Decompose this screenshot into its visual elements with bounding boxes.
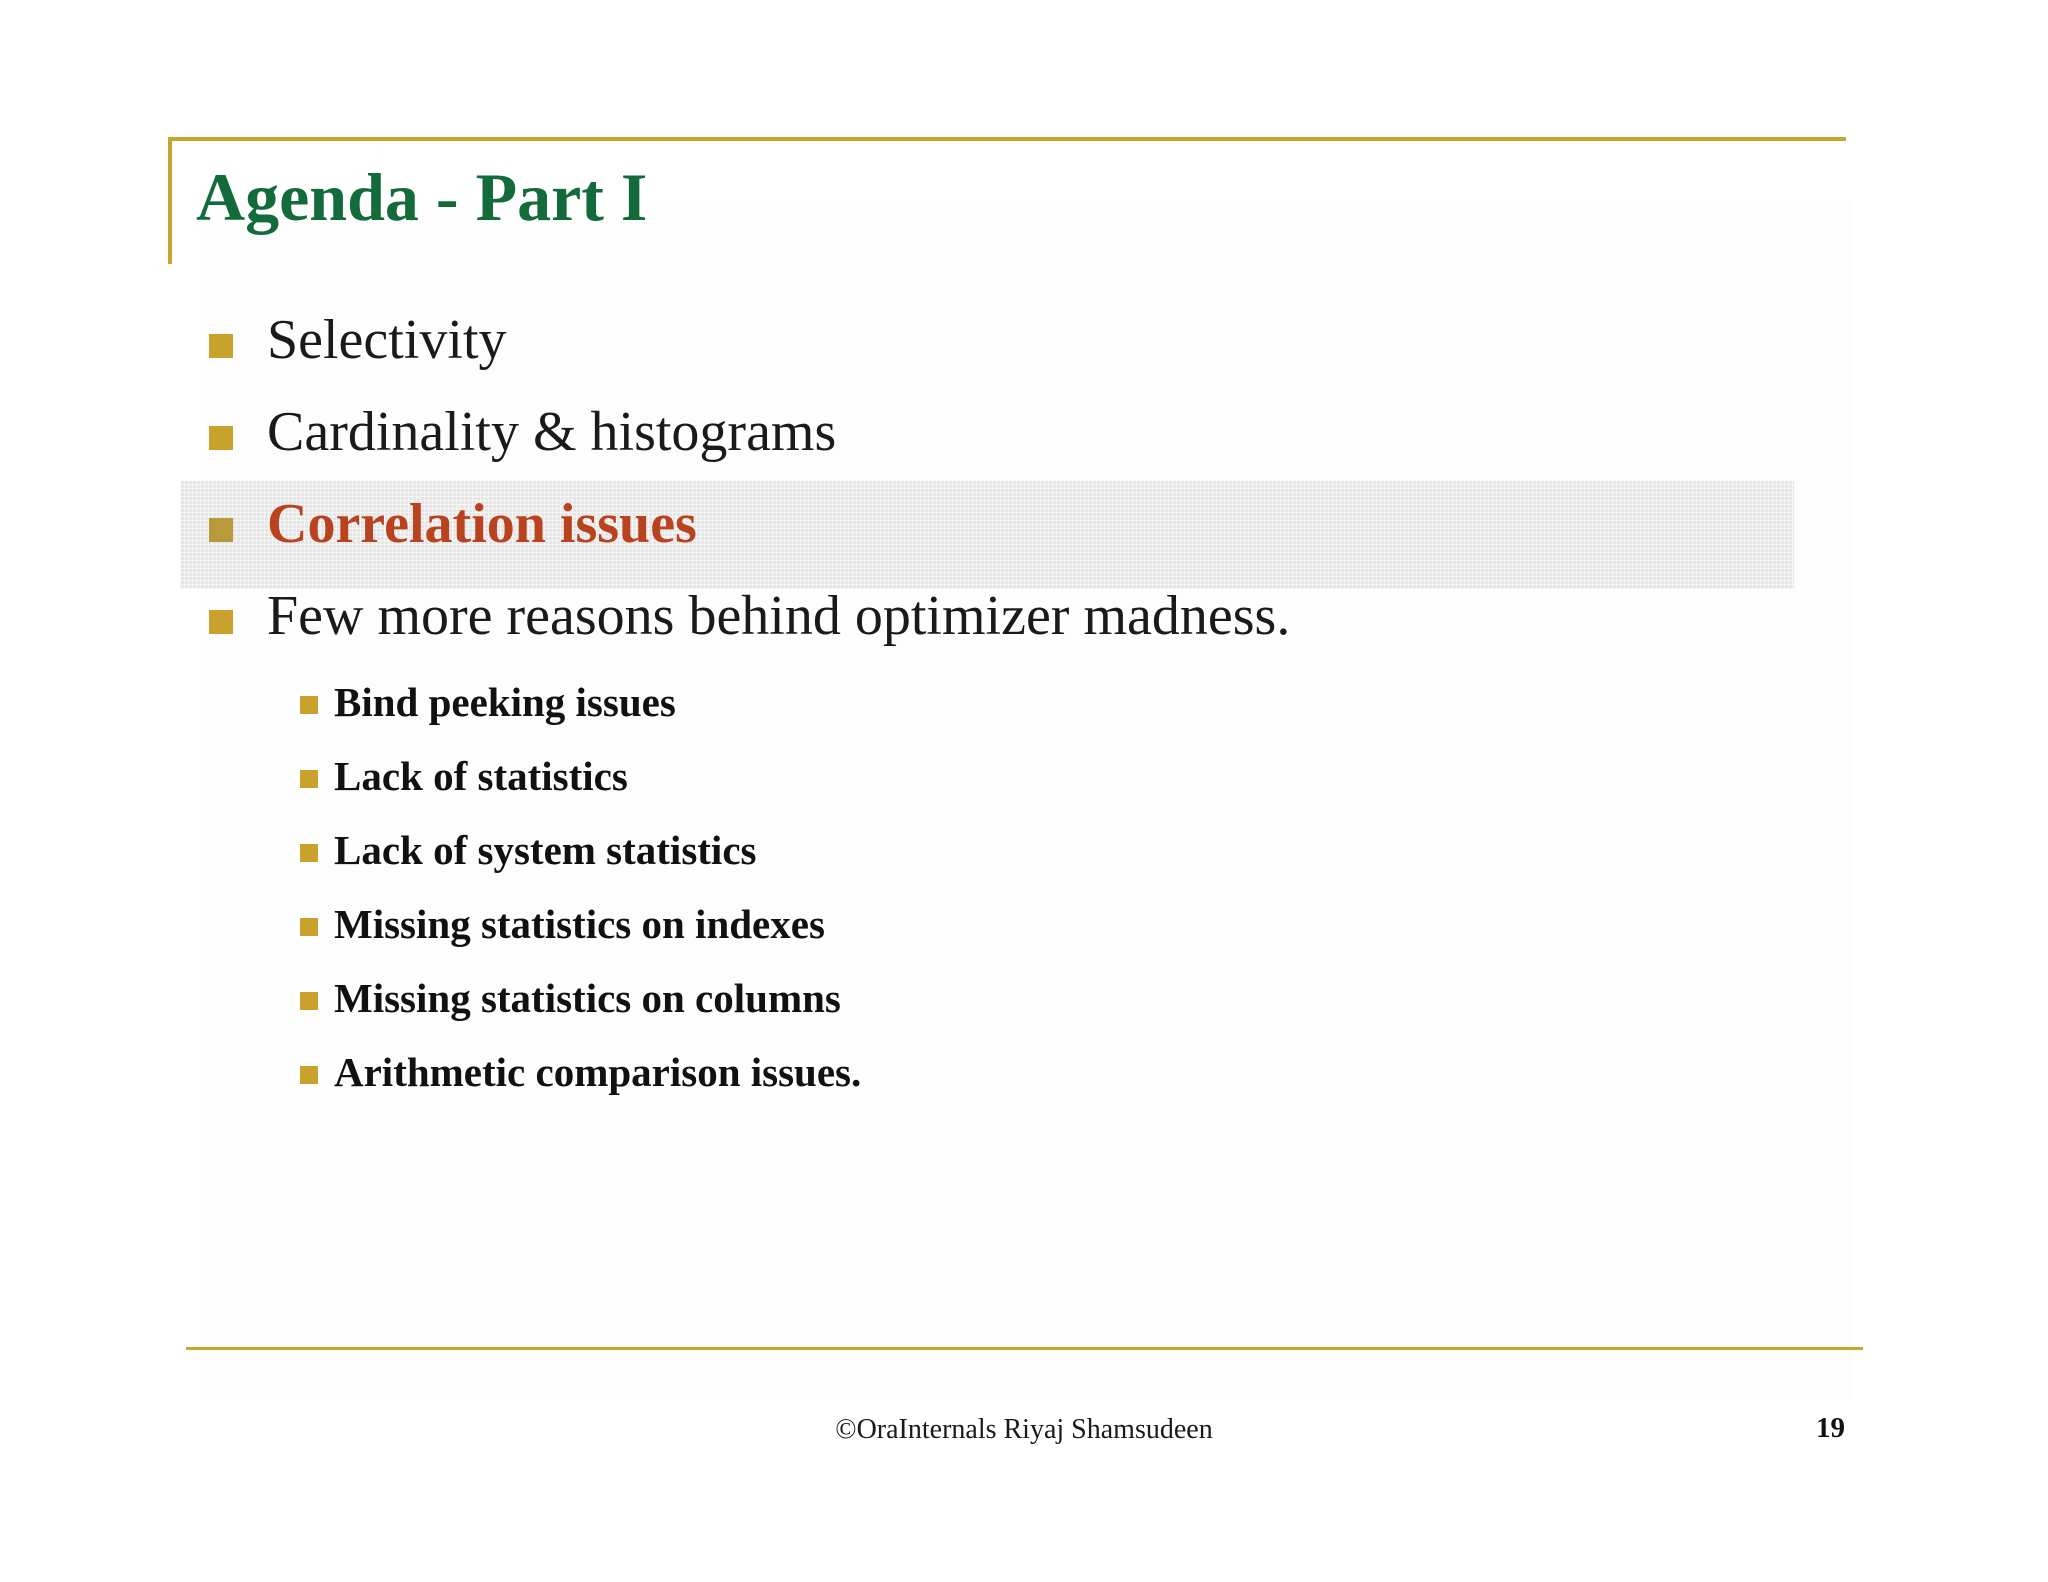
footer-rule: [186, 1347, 1863, 1350]
bullet-icon: [209, 518, 233, 542]
sub-bullet-icon: [300, 770, 318, 788]
agenda-item-cardinality: Cardinality & histograms: [267, 401, 837, 463]
sub-bullet-icon: [300, 844, 318, 862]
slide-title: Agenda - Part I: [196, 159, 648, 235]
agenda-item-selectivity: Selectivity: [267, 309, 507, 371]
subitem-arithmetic-comparison: Arithmetic comparison issues.: [334, 1049, 862, 1095]
subitem-missing-stats-indexes: Missing statistics on indexes: [334, 901, 825, 947]
subitem-lack-of-system-statistics: Lack of system statistics: [334, 827, 757, 873]
subitem-missing-stats-columns: Missing statistics on columns: [334, 975, 841, 1021]
title-frame-left-rule: [168, 137, 172, 264]
page-number: 19: [1816, 1412, 1845, 1444]
slide-background: [200, 200, 1850, 1400]
sub-bullet-icon: [300, 918, 318, 936]
bullet-icon: [209, 334, 233, 358]
sub-bullet-icon: [300, 696, 318, 714]
subitem-lack-of-statistics: Lack of statistics: [334, 753, 628, 799]
bullet-icon: [209, 426, 233, 450]
agenda-item-correlation: Correlation issues: [267, 493, 697, 555]
title-frame-top-rule: [168, 137, 1846, 141]
sub-bullet-icon: [300, 1066, 318, 1084]
agenda-item-optimizer-madness: Few more reasons behind optimizer madness.: [267, 585, 1291, 647]
sub-bullet-icon: [300, 992, 318, 1010]
bullet-icon: [209, 610, 233, 634]
footer-copyright: ©OraInternals Riyaj Shamsudeen: [835, 1414, 1213, 1445]
subitem-bind-peeking: Bind peeking issues: [334, 679, 676, 725]
